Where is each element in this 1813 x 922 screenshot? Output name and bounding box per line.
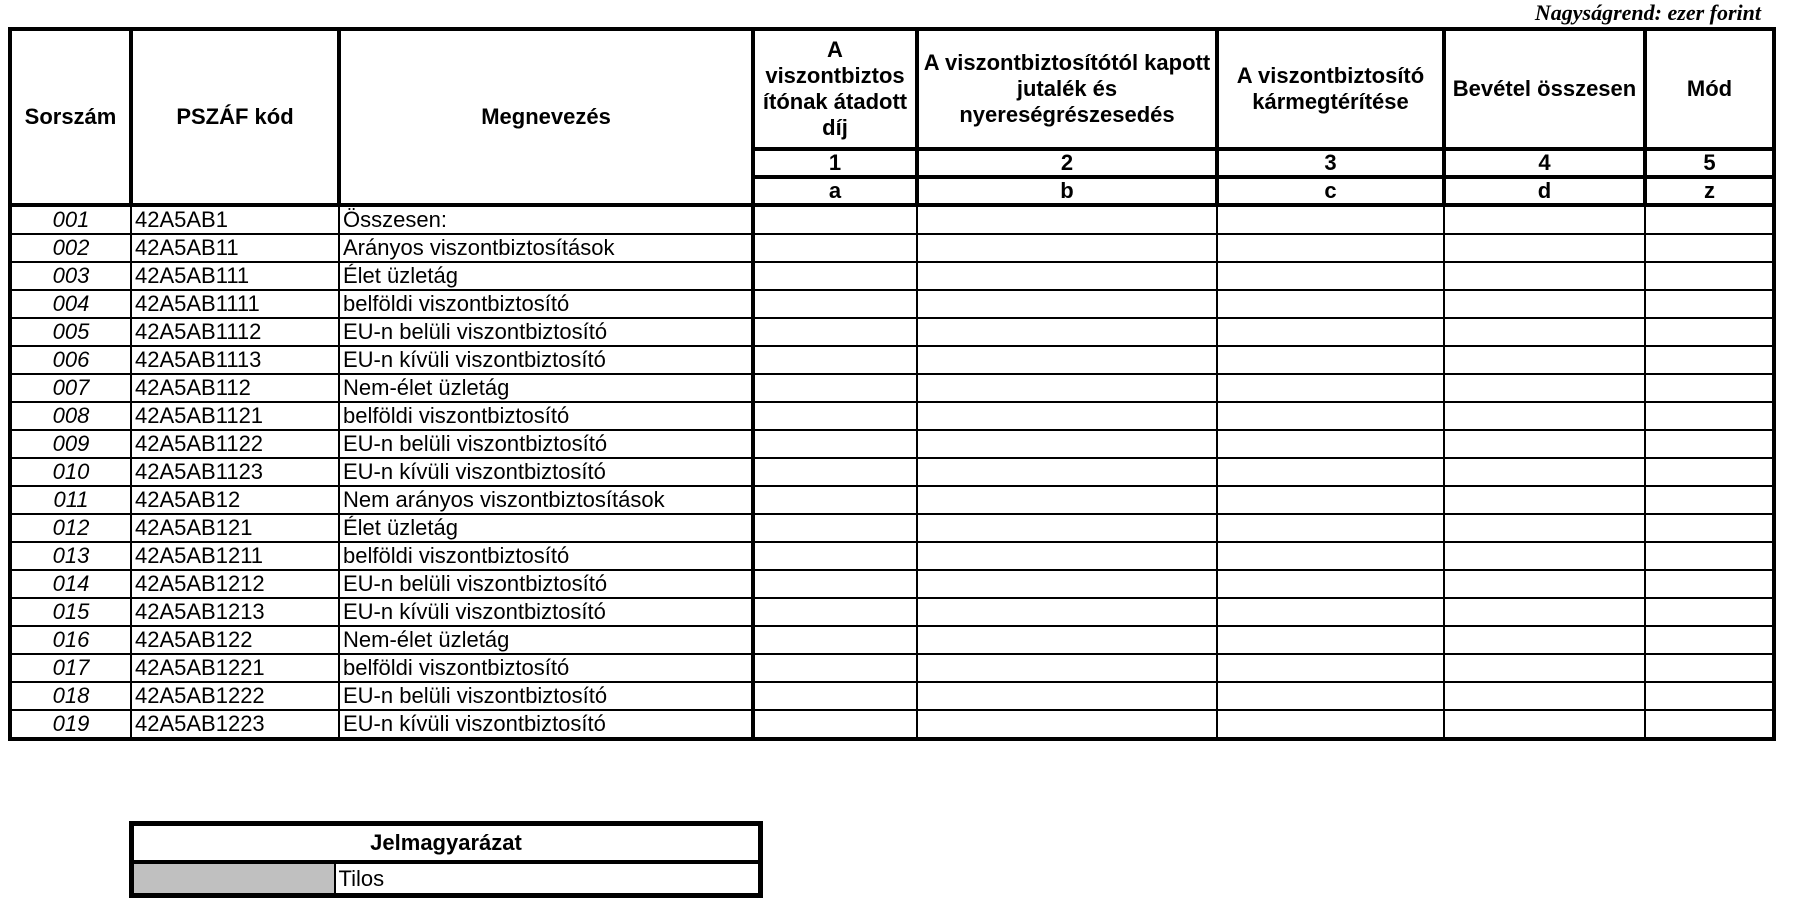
value-cell	[1645, 542, 1774, 570]
value-cell	[753, 654, 917, 682]
row-megnevezes: EU-n kívüli viszontbiztosító	[339, 710, 753, 739]
row-megnevezes: Nem-élet üzletág	[339, 626, 753, 654]
value-cell	[1645, 682, 1774, 710]
col-letter: a	[753, 177, 917, 205]
col-letter: c	[1217, 177, 1444, 205]
value-cell	[753, 570, 917, 598]
row-megnevezes: EU-n belüli viszontbiztosító	[339, 682, 753, 710]
table-row	[10, 374, 1774, 402]
header-col-3: A viszontbiztosító kármegtérítése	[1217, 29, 1444, 149]
value-cell	[753, 682, 917, 710]
value-cell	[1217, 654, 1444, 682]
value-cell	[917, 402, 1217, 430]
row-sorszam: 016	[10, 626, 131, 654]
value-cell	[917, 626, 1217, 654]
col-number: 4	[1444, 149, 1645, 177]
row-megnevezes: belföldi viszontbiztosító	[339, 290, 753, 318]
row-sorszam: 010	[10, 458, 131, 486]
row-sorszam: 008	[10, 402, 131, 430]
row-pszaf-kod: 42A5AB1111	[131, 290, 339, 318]
value-cell	[1217, 598, 1444, 626]
value-cell	[753, 346, 917, 374]
table-row	[10, 570, 1774, 598]
value-cell	[1217, 234, 1444, 262]
table-row	[10, 430, 1774, 458]
legend-title: Jelmagyarázat	[132, 824, 761, 863]
col-number: 2	[917, 149, 1217, 177]
table-row	[10, 290, 1774, 318]
row-pszaf-kod: 42A5AB122	[131, 626, 339, 654]
value-cell	[1444, 430, 1645, 458]
row-sorszam: 002	[10, 234, 131, 262]
header-col-5: Mód	[1645, 29, 1774, 149]
value-cell	[1645, 402, 1774, 430]
row-sorszam: 013	[10, 542, 131, 570]
row-sorszam: 001	[10, 205, 131, 234]
table-row	[10, 205, 1774, 234]
table-row	[10, 458, 1774, 486]
value-cell	[917, 542, 1217, 570]
row-megnevezes: Arányos viszontbiztosítások	[339, 234, 753, 262]
row-sorszam: 006	[10, 346, 131, 374]
legend-label: Tilos	[338, 865, 385, 891]
value-cell	[1444, 654, 1645, 682]
value-cell	[753, 402, 917, 430]
row-pszaf-kod: 42A5AB1212	[131, 570, 339, 598]
value-cell	[1645, 318, 1774, 346]
row-pszaf-kod: 42A5AB11	[131, 234, 339, 262]
row-pszaf-kod: 42A5AB1123	[131, 458, 339, 486]
table-row	[10, 514, 1774, 542]
col-letter: z	[1645, 177, 1774, 205]
data-table	[8, 27, 1776, 741]
header-sorszam: Sorszám	[10, 29, 131, 205]
row-pszaf-kod: 42A5AB112	[131, 374, 339, 402]
value-cell	[1444, 710, 1645, 739]
value-cell	[917, 570, 1217, 598]
table-row	[10, 626, 1774, 654]
row-sorszam: 011	[10, 486, 131, 514]
value-cell	[753, 458, 917, 486]
col-number: 5	[1645, 149, 1774, 177]
value-cell	[1645, 710, 1774, 739]
value-cell	[753, 626, 917, 654]
value-cell	[1444, 514, 1645, 542]
value-cell	[917, 458, 1217, 486]
value-cell	[753, 514, 917, 542]
legend	[129, 821, 763, 898]
row-pszaf-kod: 42A5AB1222	[131, 682, 339, 710]
value-cell	[1444, 290, 1645, 318]
value-cell	[1645, 654, 1774, 682]
row-megnevezes: belföldi viszontbiztosító	[339, 654, 753, 682]
row-sorszam: 007	[10, 374, 131, 402]
value-cell	[1645, 346, 1774, 374]
value-cell	[753, 374, 917, 402]
value-cell	[917, 486, 1217, 514]
legend-swatch	[132, 862, 335, 896]
value-cell	[1645, 458, 1774, 486]
value-cell	[1645, 234, 1774, 262]
value-cell	[1645, 290, 1774, 318]
value-cell	[753, 205, 917, 234]
value-cell	[1217, 290, 1444, 318]
table-row	[10, 234, 1774, 262]
row-pszaf-kod: 42A5AB1112	[131, 318, 339, 346]
value-cell	[753, 486, 917, 514]
legend-item	[132, 862, 761, 896]
row-sorszam: 005	[10, 318, 131, 346]
row-megnevezes: Élet üzletág	[339, 514, 753, 542]
value-cell	[917, 514, 1217, 542]
value-cell	[1217, 430, 1444, 458]
value-cell	[917, 374, 1217, 402]
row-megnevezes: Élet üzletág	[339, 262, 753, 290]
value-cell	[753, 542, 917, 570]
scale-note: Nagyságrend: ezer forint	[1534, 0, 1761, 25]
value-cell	[1645, 486, 1774, 514]
value-cell	[1645, 626, 1774, 654]
value-cell	[1217, 318, 1444, 346]
value-cell	[1217, 374, 1444, 402]
row-megnevezes: EU-n belüli viszontbiztosító	[339, 430, 753, 458]
value-cell	[1217, 682, 1444, 710]
table-row	[10, 682, 1774, 710]
row-pszaf-kod: 42A5AB1213	[131, 598, 339, 626]
value-cell	[1217, 542, 1444, 570]
value-cell	[917, 710, 1217, 739]
value-cell	[1444, 598, 1645, 626]
row-pszaf-kod: 42A5AB12	[131, 486, 339, 514]
table-row	[10, 710, 1774, 739]
row-pszaf-kod: 42A5AB1211	[131, 542, 339, 570]
value-cell	[917, 654, 1217, 682]
value-cell	[1217, 486, 1444, 514]
table-row	[10, 318, 1774, 346]
value-cell	[1217, 402, 1444, 430]
table-row	[10, 346, 1774, 374]
value-cell	[1444, 374, 1645, 402]
row-megnevezes: belföldi viszontbiztosító	[339, 402, 753, 430]
row-megnevezes: Nem-élet üzletág	[339, 374, 753, 402]
value-cell	[917, 205, 1217, 234]
row-pszaf-kod: 42A5AB1122	[131, 430, 339, 458]
value-cell	[753, 290, 917, 318]
value-cell	[1444, 318, 1645, 346]
value-cell	[753, 234, 917, 262]
value-cell	[1444, 262, 1645, 290]
value-cell	[917, 262, 1217, 290]
value-cell	[1444, 205, 1645, 234]
value-cell	[1217, 570, 1444, 598]
row-sorszam: 017	[10, 654, 131, 682]
row-megnevezes: belföldi viszontbiztosító	[339, 542, 753, 570]
row-sorszam: 018	[10, 682, 131, 710]
row-sorszam: 004	[10, 290, 131, 318]
value-cell	[1444, 626, 1645, 654]
value-cell	[753, 430, 917, 458]
row-sorszam: 012	[10, 514, 131, 542]
value-cell	[917, 234, 1217, 262]
value-cell	[1645, 598, 1774, 626]
value-cell	[1444, 542, 1645, 570]
value-cell	[1217, 514, 1444, 542]
header-megnevezes: Megnevezés	[339, 29, 753, 205]
value-cell	[1217, 205, 1444, 234]
row-pszaf-kod: 42A5AB1113	[131, 346, 339, 374]
value-cell	[753, 710, 917, 739]
table-row	[10, 654, 1774, 682]
value-cell	[753, 262, 917, 290]
row-megnevezes: EU-n belüli viszontbiztosító	[339, 318, 753, 346]
value-cell	[1645, 570, 1774, 598]
value-cell	[917, 682, 1217, 710]
value-cell	[1444, 346, 1645, 374]
value-cell	[917, 346, 1217, 374]
row-pszaf-kod: 42A5AB121	[131, 514, 339, 542]
value-cell	[1645, 374, 1774, 402]
value-cell	[917, 318, 1217, 346]
value-cell	[1444, 682, 1645, 710]
row-sorszam: 015	[10, 598, 131, 626]
row-sorszam: 003	[10, 262, 131, 290]
value-cell	[1645, 514, 1774, 542]
value-cell	[1217, 262, 1444, 290]
row-megnevezes: EU-n kívüli viszontbiztosító	[339, 598, 753, 626]
value-cell	[917, 430, 1217, 458]
row-pszaf-kod: 42A5AB1221	[131, 654, 339, 682]
table-row	[10, 486, 1774, 514]
col-letter: d	[1444, 177, 1645, 205]
value-cell	[1444, 570, 1645, 598]
row-sorszam: 019	[10, 710, 131, 739]
row-pszaf-kod: 42A5AB1223	[131, 710, 339, 739]
value-cell	[1444, 402, 1645, 430]
row-pszaf-kod: 42A5AB1	[131, 205, 339, 234]
value-cell	[1217, 626, 1444, 654]
value-cell	[1217, 710, 1444, 739]
row-megnevezes: EU-n kívüli viszontbiztosító	[339, 458, 753, 486]
row-sorszam: 009	[10, 430, 131, 458]
value-cell	[753, 318, 917, 346]
row-pszaf-kod: 42A5AB1121	[131, 402, 339, 430]
col-number: 3	[1217, 149, 1444, 177]
row-megnevezes: Nem arányos viszontbiztosítások	[339, 486, 753, 514]
value-cell	[1444, 234, 1645, 262]
row-megnevezes: Összesen:	[339, 205, 753, 234]
header-col-1: A viszontbiztos ítónak átadott díj	[753, 29, 917, 149]
header-col-2: A viszontbiztosítótól kapott jutalék és nyereségrészesedés	[917, 29, 1217, 149]
table-row	[10, 402, 1774, 430]
table-row	[10, 262, 1774, 290]
value-cell	[1645, 205, 1774, 234]
row-sorszam: 014	[10, 570, 131, 598]
col-letter: b	[917, 177, 1217, 205]
table-body	[10, 205, 1774, 739]
value-cell	[1444, 486, 1645, 514]
value-cell	[1217, 458, 1444, 486]
row-megnevezes: EU-n belüli viszontbiztosító	[339, 570, 753, 598]
value-cell	[1444, 458, 1645, 486]
value-cell	[917, 598, 1217, 626]
row-pszaf-kod: 42A5AB111	[131, 262, 339, 290]
table-row	[10, 542, 1774, 570]
value-cell	[1217, 346, 1444, 374]
row-megnevezes: EU-n kívüli viszontbiztosító	[339, 346, 753, 374]
table-row	[10, 598, 1774, 626]
col-number: 1	[753, 149, 917, 177]
value-cell	[1645, 262, 1774, 290]
value-cell	[1645, 430, 1774, 458]
value-cell	[753, 598, 917, 626]
header-pszaf-kod: PSZÁF kód	[131, 29, 339, 205]
value-cell	[917, 290, 1217, 318]
header-col-4: Bevétel összesen	[1444, 29, 1645, 149]
